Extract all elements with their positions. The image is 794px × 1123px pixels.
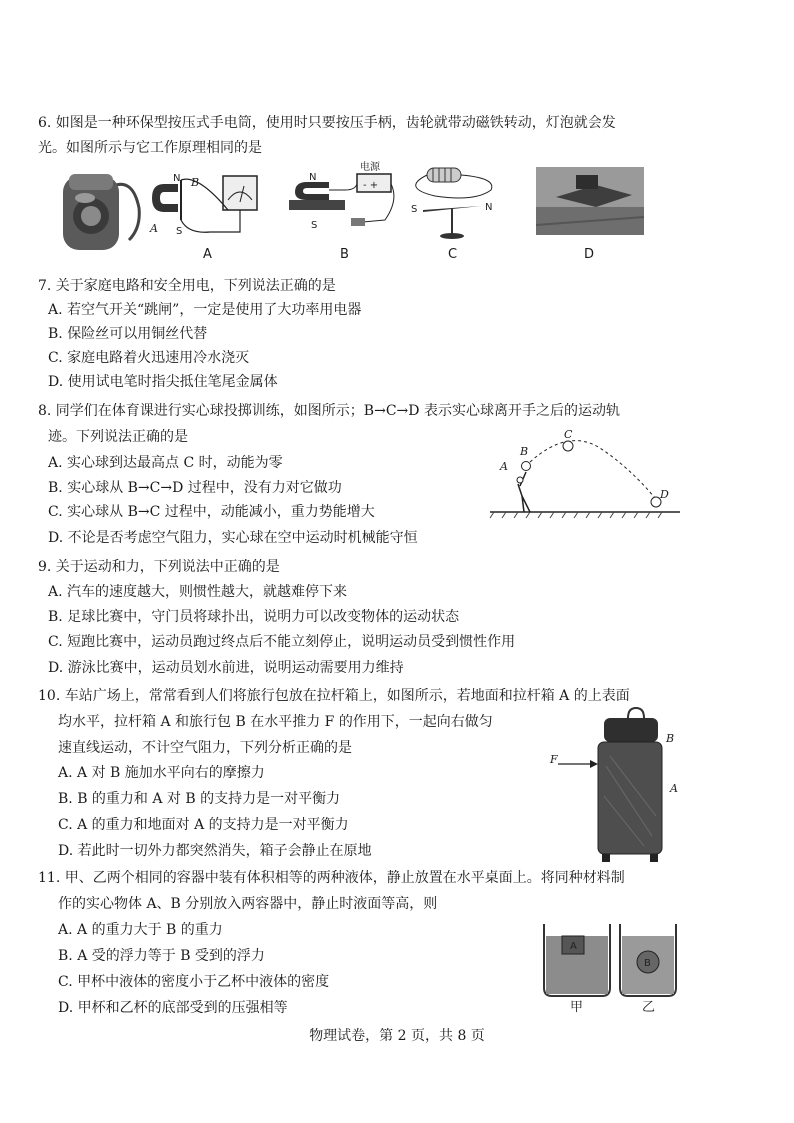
q6-a-s-label: S bbox=[176, 226, 183, 237]
q6-stem-line1: 6. 如图是一种环保型按压式手电筒，使用时只要按压手柄，齿轮就带动磁铁转动，灯泡就会发 bbox=[38, 115, 616, 131]
q6-a-a-label: A bbox=[150, 222, 158, 235]
q11-label-b: B bbox=[644, 958, 651, 969]
q10-stem-line3: 速直线运动，不计空气阻力，下列分析正确的是 bbox=[58, 740, 352, 756]
q8-label-a: A bbox=[500, 460, 508, 473]
q6-figure-a bbox=[148, 172, 263, 244]
q9-option-d: D. 游泳比赛中，运动员划水前进，说明运动需要用力维持 bbox=[48, 660, 404, 676]
q6-b-n-label: N bbox=[309, 172, 317, 183]
flashlight-photo bbox=[55, 168, 145, 258]
q6-figure-d-photo bbox=[536, 167, 644, 235]
q11-option-d: D. 甲杯和乙杯的底部受到的压强相等 bbox=[58, 1000, 288, 1016]
q6-label-d: D bbox=[584, 247, 595, 262]
q8-option-c: C. 实心球从 B→C 过程中，动能减小，重力势能增大 bbox=[48, 504, 375, 520]
q6-label-a: A bbox=[203, 247, 212, 262]
q6-b-power-label: 电源 bbox=[360, 162, 380, 173]
q8-label-b: B bbox=[520, 445, 529, 458]
q6-b-s-label: S bbox=[311, 220, 318, 231]
q7-option-a: A. 若空气开关“跳闸”，一定是使用了大功率用电器 bbox=[48, 302, 362, 318]
q11-containers-figure bbox=[540, 918, 680, 1013]
q9-option-c: C. 短跑比赛中，运动员跑过终点后不能立刻停止，说明运动员受到惯性作用 bbox=[48, 634, 516, 650]
q9-option-b: B. 足球比赛中，守门员将球扑出，说明力可以改变物体的运动状态 bbox=[48, 609, 460, 625]
q6-c-s-label: S bbox=[411, 204, 418, 215]
q11-stem-line1: 11. 甲、乙两个相同的容器中装有体积相等的两种液体，静止放置在水平桌面上。将同种材料制 bbox=[38, 870, 625, 886]
q9-stem: 9. 关于运动和力，下列说法中正确的是 bbox=[38, 559, 280, 575]
q10-option-d: D. 若此时一切外力都突然消失，箱子会静止在原地 bbox=[58, 843, 372, 859]
q9-option-a: A. 汽车的速度越大，则惯性越大，就越难停下来 bbox=[48, 584, 348, 600]
q11-stem-line2: 作的实心物体 A、B 分别放入两容器中，静止时液面等高，则 bbox=[58, 896, 438, 912]
svg-text:- +: - + bbox=[363, 180, 379, 191]
page-footer: 物理试卷，第 2 页，共 8 页 bbox=[309, 1028, 485, 1044]
q11-label-a: A bbox=[570, 941, 577, 952]
q6-label-c: C bbox=[448, 247, 458, 262]
q10-option-a: A. A 对 B 施加水平向右的摩擦力 bbox=[58, 765, 265, 781]
q11-option-b: B. A 受的浮力等于 B 受到的浮力 bbox=[58, 948, 265, 964]
q8-label-c: C bbox=[564, 428, 573, 441]
q6-stem-line2: 光。如图所示与它工作原理相同的是 bbox=[38, 140, 262, 156]
q10-stem-line2: 均水平，拉杆箱 A 和旅行包 B 在水平推力 F 的作用下，一起向右做匀 bbox=[58, 714, 493, 730]
q11-option-c: C. 甲杯中液体的密度小于乙杯中液体的密度 bbox=[58, 974, 330, 990]
q11-label-jia: 甲 bbox=[570, 1000, 584, 1015]
q6-figure-c bbox=[405, 162, 500, 244]
q6-c-n-label: N bbox=[485, 202, 493, 213]
q8-stem-line1: 8. 同学们在体育课进行实心球投掷训练，如图所示；B→C→D 表示实心球离开手之后的运动轨 bbox=[38, 403, 620, 419]
q7-stem: 7. 关于家庭电路和安全用电，下列说法正确的是 bbox=[38, 278, 336, 294]
q7-option-d: D. 使用试电笔时指尖抵住笔尾金属体 bbox=[48, 374, 278, 390]
q8-label-d: D bbox=[660, 488, 669, 501]
q11-option-a: A. A 的重力大于 B 的重力 bbox=[58, 922, 223, 938]
q10-luggage-figure bbox=[548, 706, 688, 866]
q8-stem-line2: 迹。下列说法正确的是 bbox=[48, 429, 188, 445]
q10-stem-line1: 10. 车站广场上，常常看到人们将旅行包放在拉杆箱上，如图所示，若地面和拉杆箱 A 的上表面 bbox=[38, 688, 630, 704]
q6-a-b-label: B bbox=[191, 176, 200, 189]
q10-label-b: B bbox=[666, 732, 675, 745]
q10-label-f: F bbox=[550, 753, 558, 766]
q8-option-a: A. 实心球到达最高点 C 时，动能为零 bbox=[48, 455, 283, 471]
q7-option-b: B. 保险丝可以用铜丝代替 bbox=[48, 326, 208, 342]
q8-option-b: B. 实心球从 B→C→D 过程中，没有力对它做功 bbox=[48, 480, 342, 496]
q7-option-c: C. 家庭电路着火迅速用冷水浇灭 bbox=[48, 350, 250, 366]
q6-label-b: B bbox=[340, 247, 349, 262]
q11-label-yi: 乙 bbox=[642, 1000, 656, 1015]
q8-trajectory-figure bbox=[490, 428, 680, 520]
q8-option-d: D. 不论是否考虑空气阻力，实心球在空中运动时机械能守恒 bbox=[48, 530, 418, 546]
q10-label-a: A bbox=[670, 782, 678, 795]
q10-option-b: B. B 的重力和 A 对 B 的支持力是一对平衡力 bbox=[58, 791, 341, 807]
q6-a-n-label: N bbox=[173, 173, 181, 184]
q6-figure-b bbox=[285, 160, 405, 240]
q10-option-c: C. A 的重力和地面对 A 的支持力是一对平衡力 bbox=[58, 817, 349, 833]
